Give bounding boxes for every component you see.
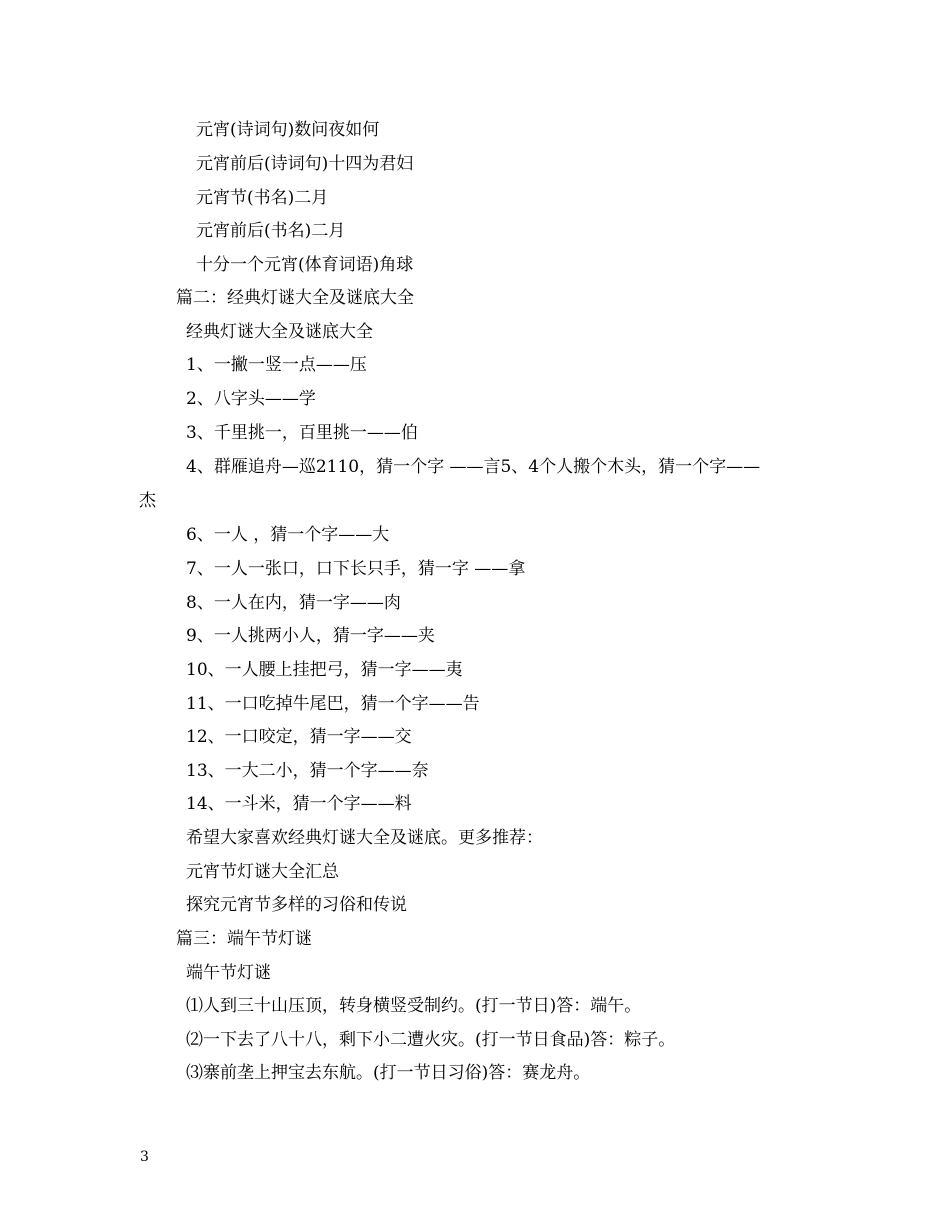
riddle-line: 12、一口咬定，猜一字——交 <box>186 727 412 747</box>
riddle-line: 十分一个元宵(体育词语)角球 <box>196 255 414 275</box>
riddle-line: 8、一人在内，猜一字——肉 <box>186 593 401 613</box>
riddle-line: 元宵(诗词句)数问夜如何 <box>196 120 380 140</box>
section-heading: 篇二：经典灯谜大全及谜底大全 <box>176 288 414 308</box>
riddle-line: 14、一斗米，猜一个字——料 <box>186 794 412 814</box>
riddle-line: 4、群雁追舟—巡2110，猜一个字 ——言5、4个人搬个木头，猜一个字—— <box>186 457 761 477</box>
riddle-line: ⑵一下去了八十八，剩下小二遭火灾。(打一节日食品)答：粽子。 <box>186 1030 676 1050</box>
riddle-line: 13、一大二小，猜一个字——奈 <box>186 761 429 781</box>
riddle-line: 9、一人挑两小人，猜一字——夹 <box>186 626 435 646</box>
section-title: 经典灯谜大全及谜底大全 <box>186 322 373 342</box>
riddle-line: 6、一人 ，猜一个字——大 <box>186 525 390 545</box>
riddle-line: ⑶寨前垄上押宝去东航。(打一节日习俗)答：赛龙舟。 <box>186 1063 591 1083</box>
section-heading: 篇三：端午节灯谜 <box>176 929 312 949</box>
riddle-line: 元宵前后(诗词句)十四为君妇 <box>196 154 414 174</box>
riddle-line: 11、一口吃掉牛尾巴，猜一个字——告 <box>186 694 480 714</box>
riddle-line: ⑴人到三十山压顶，转身横竖受制约。(打一节日)答：端午。 <box>186 996 642 1016</box>
recommend-link: 元宵节灯谜大全汇总 <box>186 862 339 882</box>
recommend-link: 探究元宵节多样的习俗和传说 <box>186 895 407 915</box>
riddle-line: 元宵节(书名)二月 <box>196 188 329 208</box>
recommend-text: 希望大家喜欢经典灯谜大全及谜底。更多推荐： <box>186 828 543 848</box>
riddle-line: 7、一人一张口，口下长只手，猜一字 ——拿 <box>186 559 526 579</box>
riddle-line: 1、一撇一竖一点——压 <box>186 355 367 375</box>
riddle-line: 元宵前后(书名)二月 <box>196 221 346 241</box>
page-number: 3 <box>140 1149 149 1165</box>
riddle-line: 3、千里挑一，百里挑一——伯 <box>186 423 418 443</box>
riddle-line: 2、八字头——学 <box>186 389 316 409</box>
section-title: 端午节灯谜 <box>186 963 271 983</box>
riddle-line-continuation: 杰 <box>139 491 156 511</box>
riddle-line: 10、一人腰上挂把弓，猜一字——夷 <box>186 660 463 680</box>
